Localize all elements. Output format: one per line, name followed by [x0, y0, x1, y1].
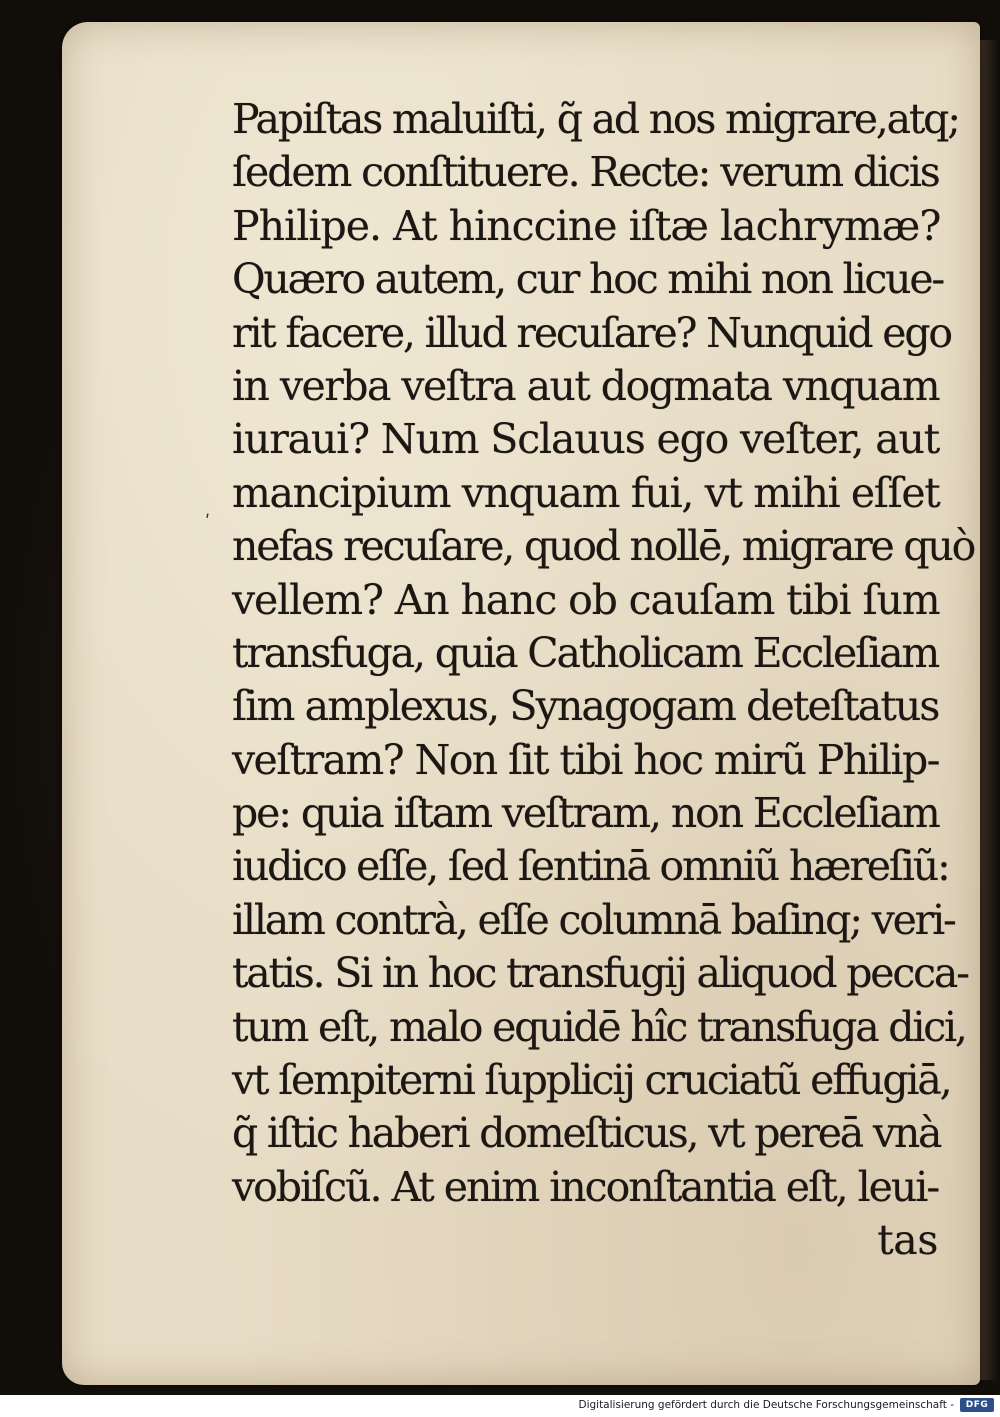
text-line: vt ſempiterni ſupplicij cruciatũ effugiā, [232, 1056, 951, 1105]
text-line: transfuga, quia Catholicam Eccleſiam [232, 628, 939, 677]
margin-mark: ʹ [205, 512, 211, 533]
footer-bar [0, 1395, 1000, 1417]
text-line: ſim amplexus, Synagogam deteſtatus [232, 682, 939, 731]
text-line: Papiſtas maluiſti, q̃ ad nos migrare,atq; [232, 95, 959, 143]
text-line: q̃ iſtic haberi domeſticus, vt pereā vnà [232, 1109, 941, 1158]
text-line: iuraui? Num Sclauus ego veſter, aut [232, 415, 940, 464]
text-line: illam contrà, eſſe columnā baſinq; veri- [232, 895, 955, 944]
text-line: iudico eſſe, ſed ſentinā omniũ hæreſiũ: [232, 842, 949, 891]
text-line: vellem? An hanc ob cauſam tibi ſum [232, 575, 940, 624]
text-line: ſedem conſtituere. Recte: verum dicis [232, 148, 939, 197]
text-line: mancipium vnquam fui, vt mihi eſſet [232, 468, 940, 517]
text-line: vobiſcũ. At enim inconſtantia eſt, leui- [232, 1162, 939, 1211]
catchword: tas [877, 1216, 938, 1265]
text-line: veſtram? Non ſit tibi hoc mirũ Philip- [232, 735, 939, 784]
text-line: Philipe. At hinccine iſtæ lachrymæ? [232, 201, 941, 250]
text-line: tum eſt, malo equidē hîc transfuga dici, [232, 1002, 966, 1051]
text-line: rit facere, illud recuſare? Nunquid ego [232, 308, 951, 357]
text-line: pe: quia iſtam veſtram, non Eccleſiam [232, 789, 939, 838]
text-line: tatis. Si in hoc transfugij aliquod pecca- [232, 949, 968, 998]
text-line: in verba veſtra aut dogmata vnquam [232, 361, 940, 410]
footer-credit: Digitalisierung gefördert durch die Deutsche Forschungsgemeinschaft - [578, 1399, 954, 1411]
text-line: Quæro autem, cur hoc mihi non licue- [232, 255, 944, 304]
book-edge [980, 40, 1000, 1380]
text-block [232, 93, 975, 1268]
dfg-logo: DFG [960, 1398, 994, 1412]
text-line: nefas recuſare, quod nollē, migrare quò [232, 522, 975, 571]
